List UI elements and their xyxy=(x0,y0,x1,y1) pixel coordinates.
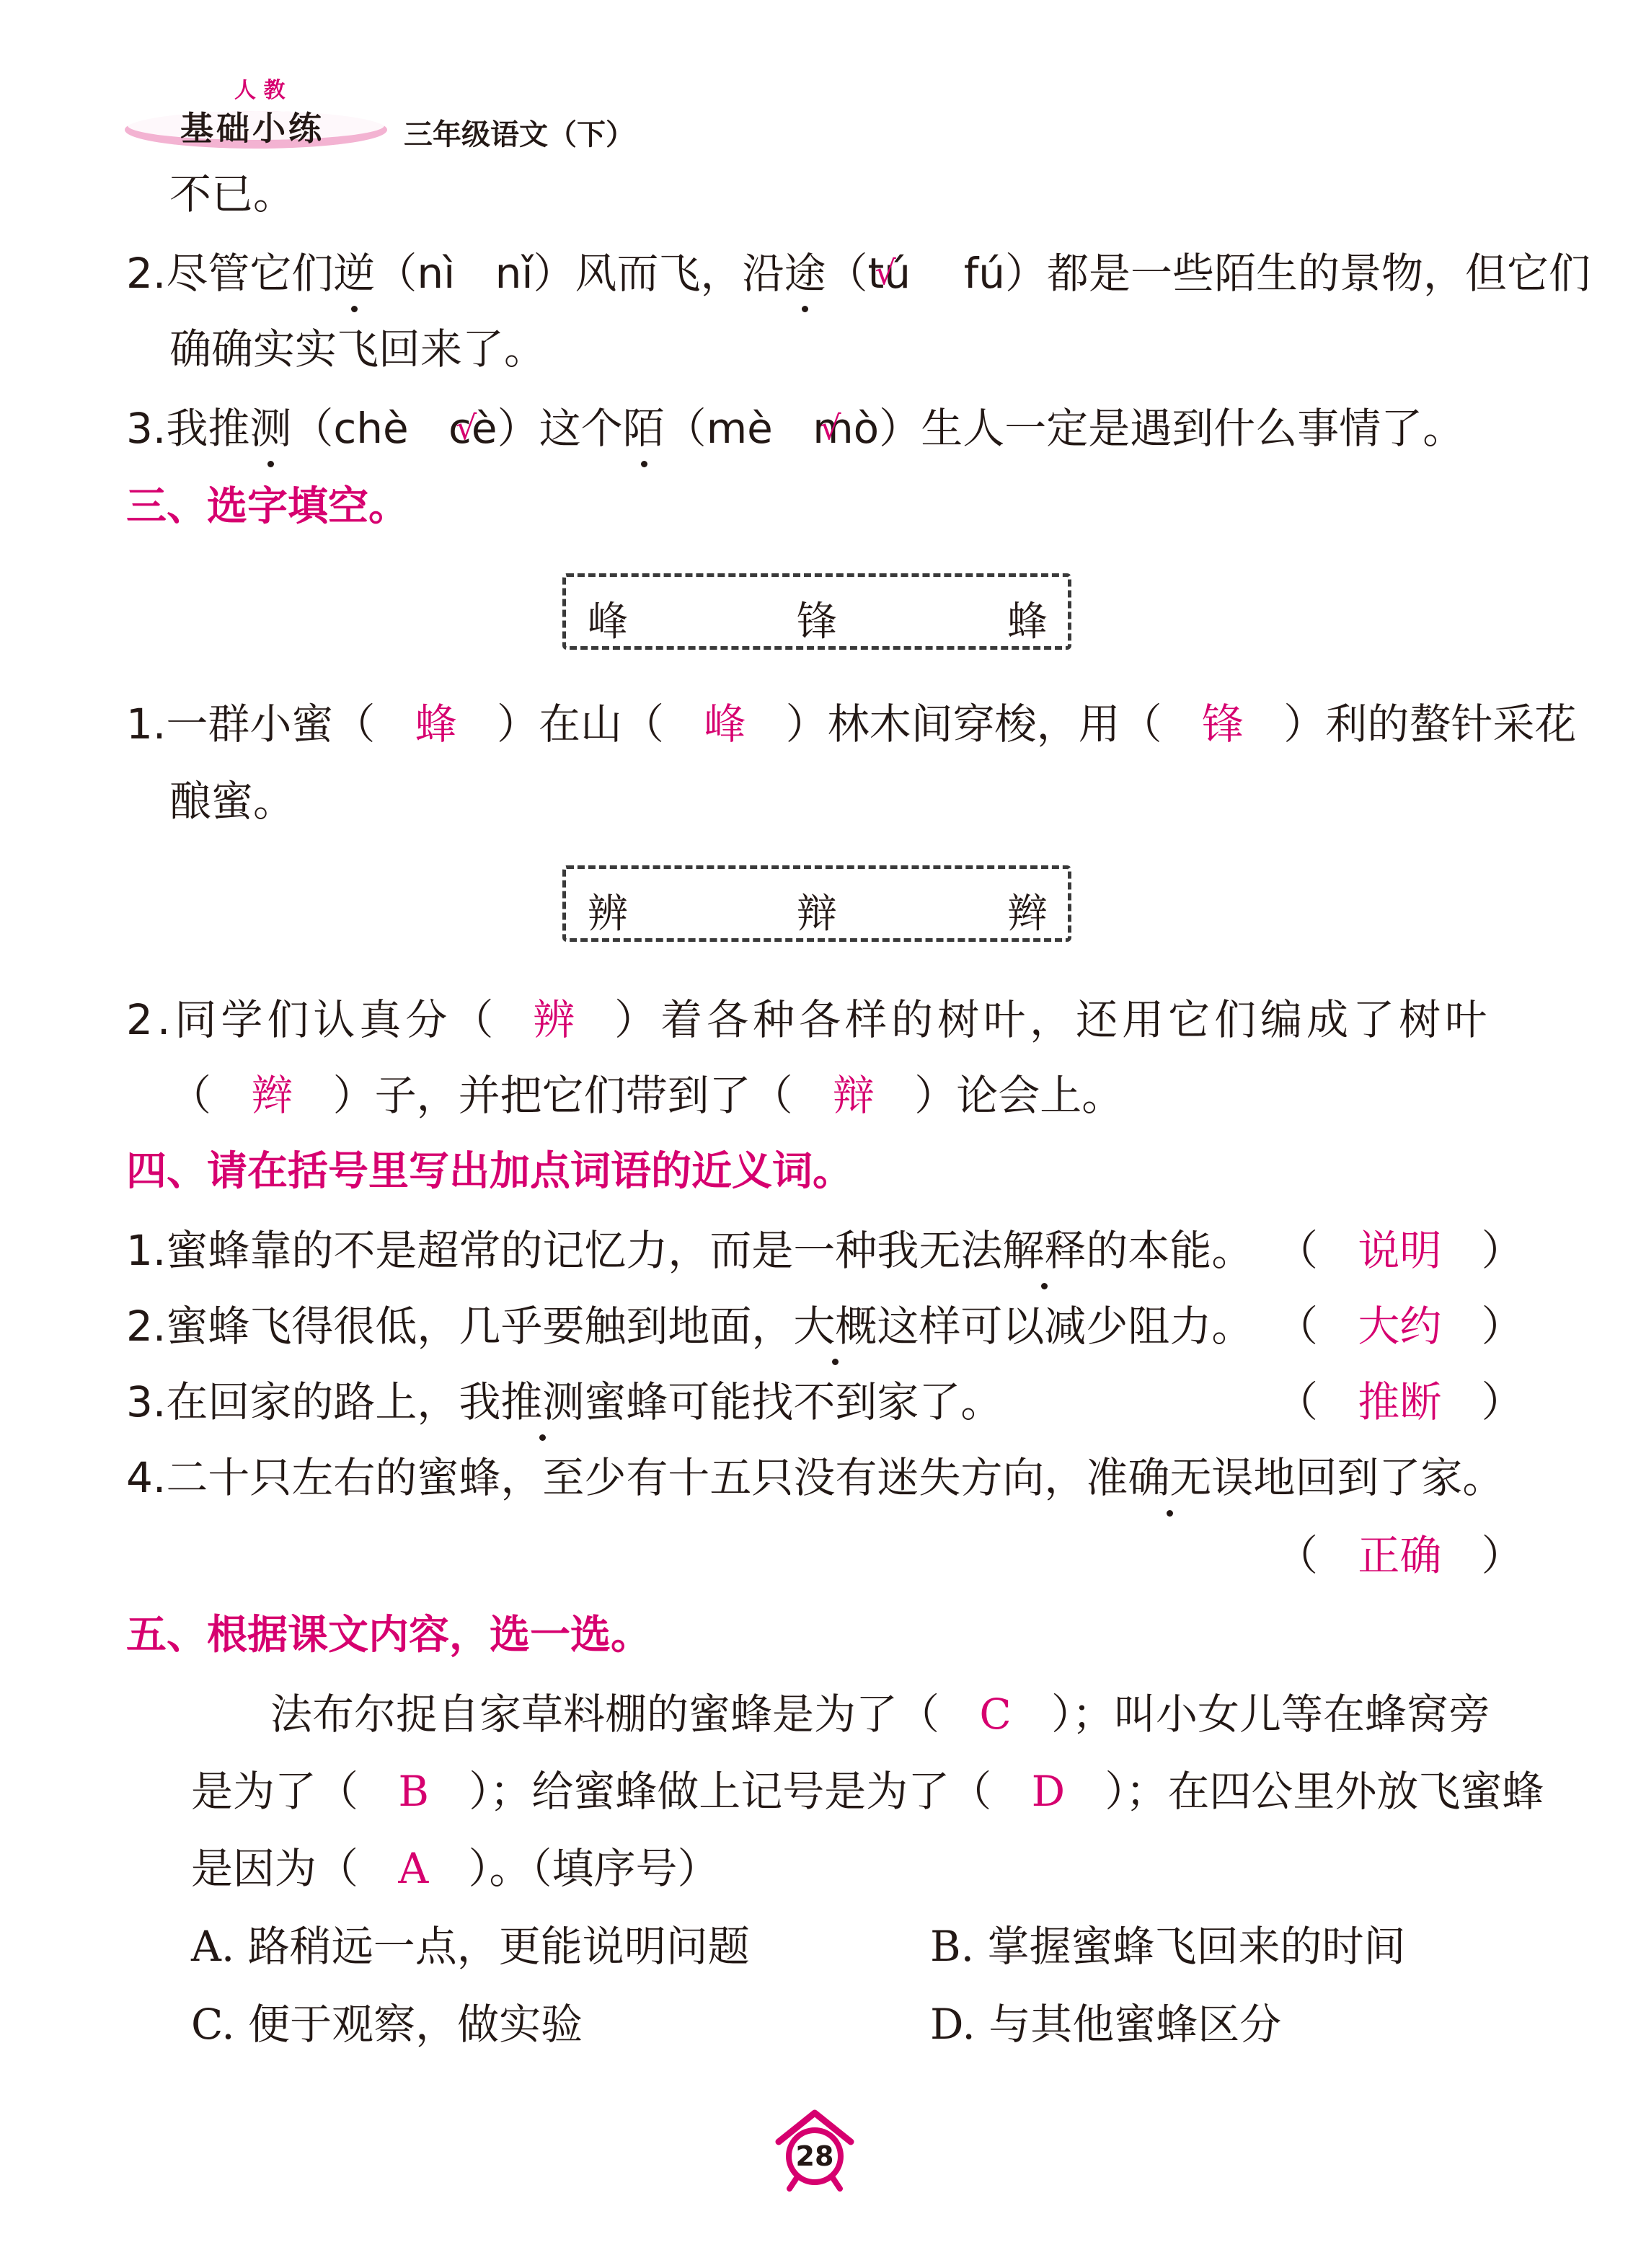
choice-char: 峰 xyxy=(588,599,628,645)
choice-char: 辩 xyxy=(797,891,837,937)
text-line: 酿蜜。 xyxy=(169,777,296,826)
answer: 大约 xyxy=(1358,1302,1442,1351)
synonym-item: 1.蜜蜂靠的不是超常的记忆力，而是一种我无法解释的本能。 xyxy=(126,1226,1254,1275)
choice-char: 辨 xyxy=(588,891,628,937)
section-3-heading: 三、选字填空。 xyxy=(126,483,409,530)
option-d: D. 与其他蜜蜂区分 xyxy=(930,2000,1282,2049)
answer: 辩 xyxy=(832,1071,875,1120)
fill-line: 1.一群小蜜（ 蜂 ）在山（ 峰 ）林木间穿梭，用（ 锋 ）利的螯针采花 xyxy=(126,700,1577,749)
option-c: C. 便于观察，做实验 xyxy=(191,2000,583,2049)
option-a: A. 路稍远一点，更能说明问题 xyxy=(191,1922,750,1971)
answer: B xyxy=(398,1767,429,1816)
paragraph-line: 法布尔捉自家草料棚的蜜蜂是为了（ C ）；叫小女儿等在蜂窝旁 xyxy=(270,1690,1491,1739)
synonym-answer: （ 正确 ） xyxy=(1276,1531,1523,1580)
choice-char: 锋 xyxy=(797,599,837,645)
answer: 说明 xyxy=(1358,1226,1442,1275)
synonym-item: 3.在回家的路上，我推测蜜蜂可能找不到家了。 xyxy=(126,1377,1003,1426)
paragraph-line: 是因为（ A ）。（填序号） xyxy=(191,1844,720,1893)
answer: 蜂 xyxy=(415,700,457,749)
answer: 峰 xyxy=(704,700,746,749)
fill-line: （ 辫 ）子，并把它们带到了（ 辩 ）论会上。 xyxy=(169,1071,1124,1120)
text-line: 确确实实飞回来了。 xyxy=(169,325,547,374)
synonym-item: 4.二十只左右的蜜蜂，至少有十五只没有迷失方向，准确无误地回到了家。 xyxy=(126,1453,1505,1502)
subject-label: 三年级语文（下） xyxy=(404,118,634,151)
synonym-answer: （ 说明 ） xyxy=(1276,1226,1523,1275)
paragraph-line: 是为了（ B ）；给蜜蜂做上记号是为了（ D ）；在四公里外放飞蜜蜂 xyxy=(191,1767,1544,1816)
section-5-heading: 五、根据课文内容，选一选。 xyxy=(126,1612,651,1659)
answer: 正确 xyxy=(1358,1531,1442,1580)
text-line: 不已。 xyxy=(169,169,296,219)
answer: 锋 xyxy=(1201,700,1244,749)
synonym-answer: （ 推断 ） xyxy=(1276,1377,1523,1426)
char-choice-box-2 xyxy=(562,865,1071,942)
q2-pinyin-line: 2.尽管它们逆（nì nǐ）风而飞，沿途（√ tú fú）都是一些陌生的景物，但它们 xyxy=(126,252,1591,294)
synonym-item: 2.蜜蜂飞得很低，几乎要触到地面，大概这样可以减少阻力。 xyxy=(126,1302,1254,1351)
header xyxy=(123,72,685,159)
answer: C xyxy=(979,1690,1012,1739)
answer: 辨 xyxy=(533,995,580,1044)
brand-publisher: 人 教 xyxy=(234,78,286,103)
section-4-heading: 四、请在括号里写出加点词语的近义词。 xyxy=(126,1148,853,1195)
answer: 推断 xyxy=(1358,1377,1442,1426)
synonym-answer: （ 大约 ） xyxy=(1276,1302,1523,1351)
char-choice-box-1 xyxy=(562,573,1071,650)
q3-pinyin-line: 3.我推测（chè √ cè）这个陌（mè √ mò）生人一定是遇到什么事情了。 xyxy=(126,407,1464,449)
option-b: B. 掌握蜜蜂飞回来的时间 xyxy=(930,1922,1406,1971)
fill-line: 2.同学们认真分（ 辨 ）着各种各样的树叶，还用它们编成了树叶 xyxy=(126,995,1492,1044)
answer: A xyxy=(398,1844,429,1893)
page-number-badge xyxy=(771,2106,858,2192)
answer: D xyxy=(1031,1767,1066,1816)
page-number: 28 xyxy=(795,2140,834,2172)
answer: 辫 xyxy=(251,1071,293,1120)
brand-title: 基础小练 xyxy=(180,109,324,148)
choice-char: 蜂 xyxy=(1007,599,1048,645)
choice-char: 辫 xyxy=(1007,891,1048,937)
